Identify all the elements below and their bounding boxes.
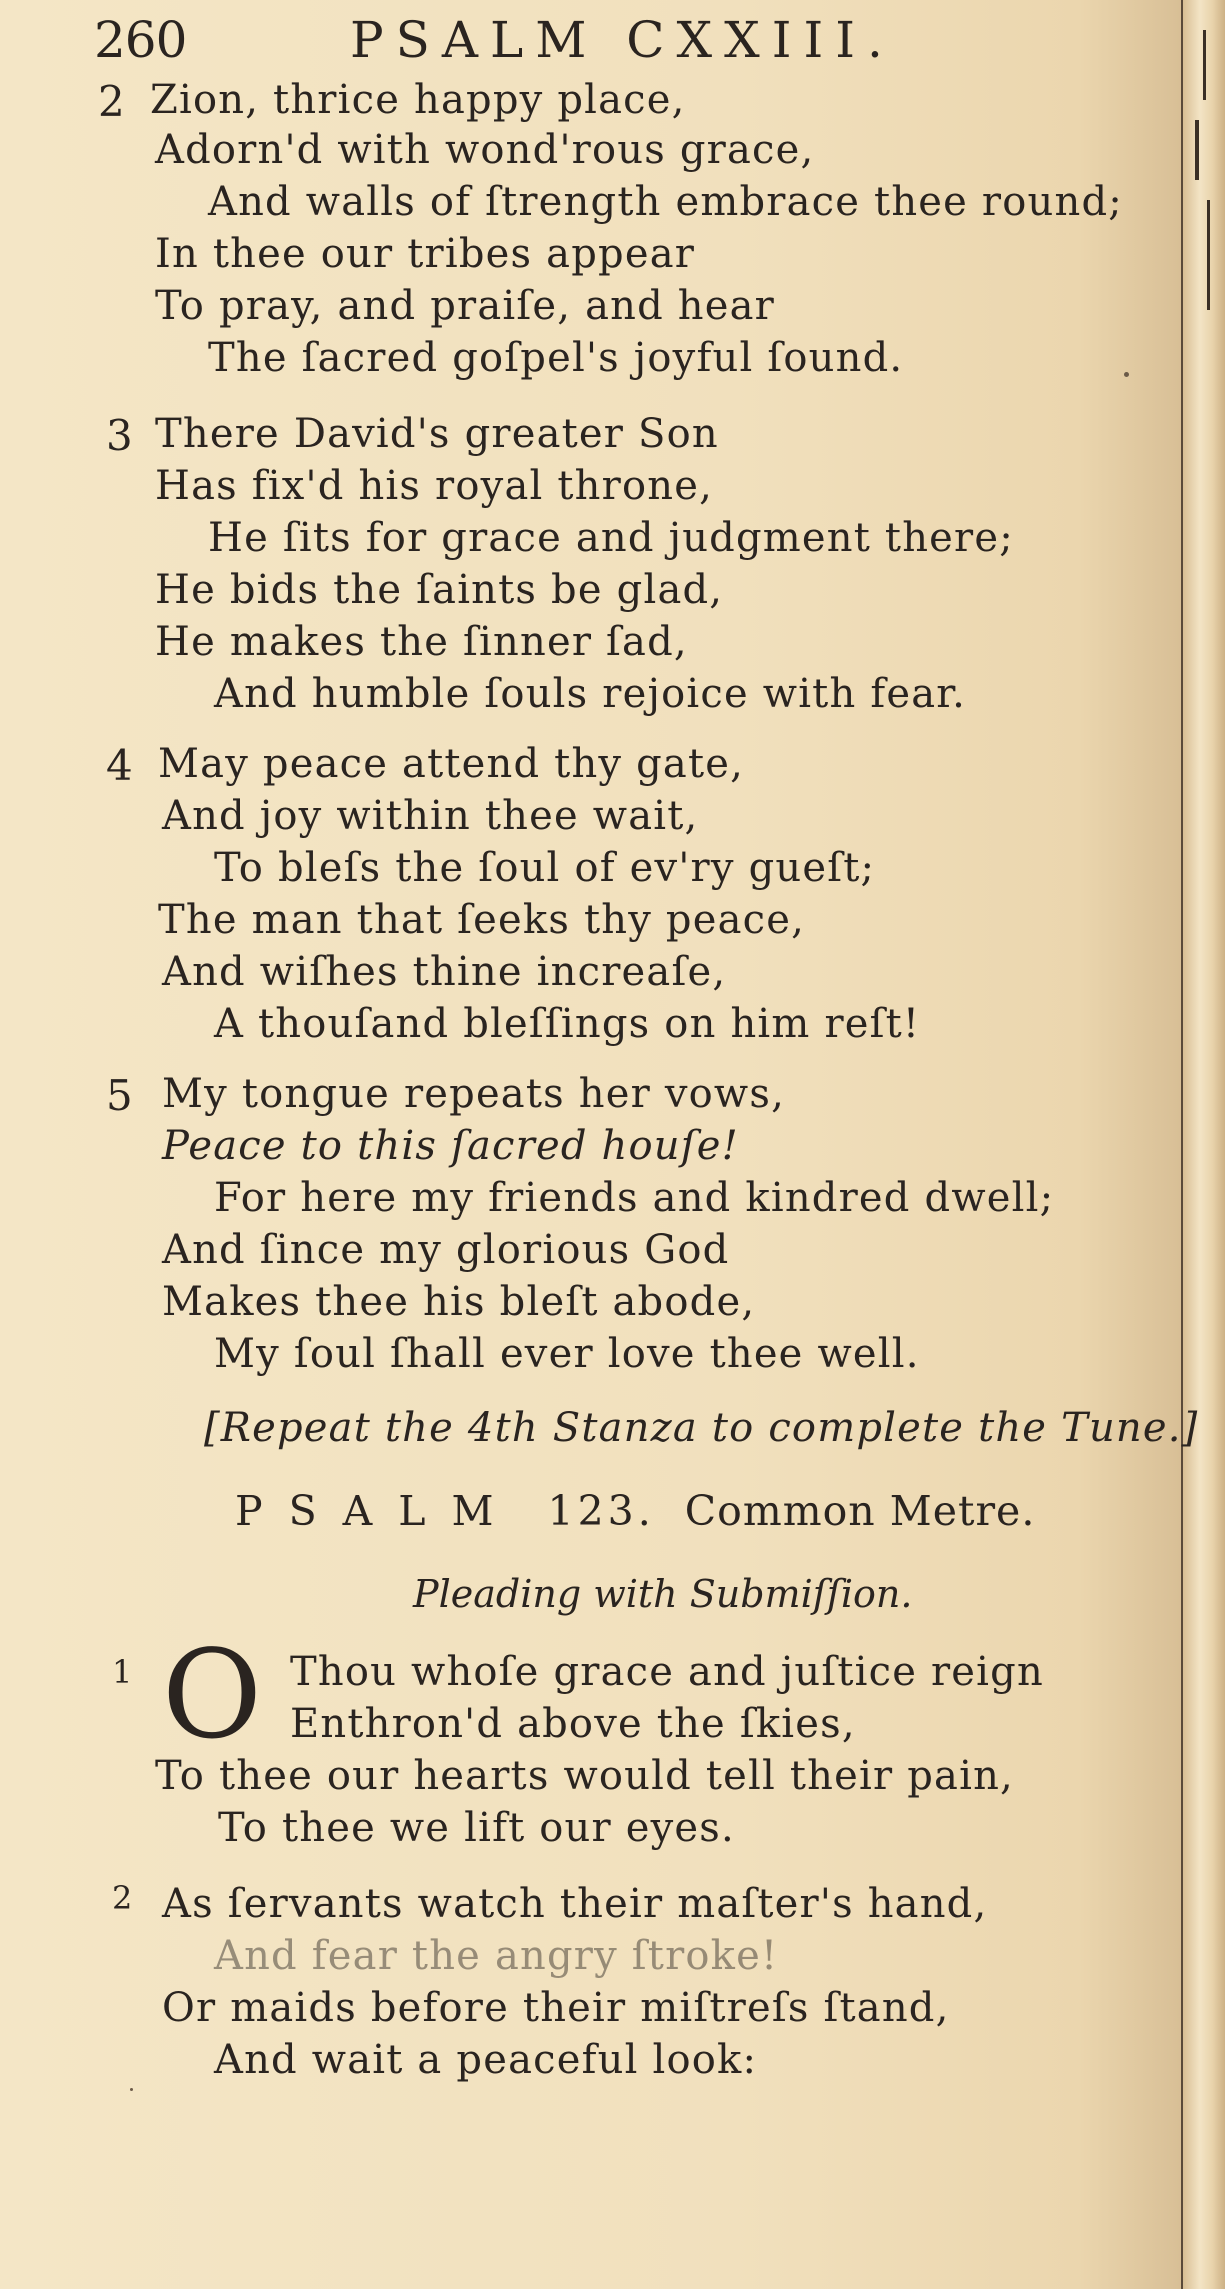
verse-line: As ſervants watch their maſter's hand, xyxy=(162,1881,988,1927)
verse-line: To thee our hearts would tell their pain, xyxy=(155,1753,1014,1799)
verse-line: May peace attend thy gate, xyxy=(158,741,745,787)
verse-line: And wait a peaceful look: xyxy=(214,2037,758,2083)
verse-line: The man that ſeeks thy peace, xyxy=(158,897,806,943)
verse-line: And joy within thee wait, xyxy=(162,793,699,839)
page-number: 260 xyxy=(94,11,187,69)
paper-speck xyxy=(1124,372,1129,377)
verse-line: To bleſs the ſoul of ev'ry gueſt; xyxy=(214,845,876,891)
verse-line: Adorn'd with wond'rous grace, xyxy=(155,127,815,173)
verse-line: And walls of ſtrength embrace thee round; xyxy=(208,179,1123,225)
psalm-heading xyxy=(235,1486,1035,1536)
stanza-number: 2 xyxy=(98,77,125,126)
repeat-note: [Repeat the 4th Stanza to complete the Tune.] xyxy=(204,1405,1199,1451)
verse-line: Makes thee his bleſt abode, xyxy=(162,1279,756,1325)
metre-label: Common Metre. xyxy=(684,1487,1036,1535)
drop-cap: O xyxy=(162,1624,263,1766)
verse-line: Has fix'd his royal throne, xyxy=(155,463,713,509)
psalm-label: PSALM xyxy=(235,1487,520,1535)
running-title: PSALM CXXIII. xyxy=(350,11,895,69)
verse-line: He ſits for grace and judgment there; xyxy=(208,515,1014,561)
verse-line: There David's greater Son xyxy=(155,411,719,457)
verse-line: And wiſhes thine increaſe, xyxy=(162,949,727,995)
verse-line: Thou whoſe grace and juſtice reign xyxy=(290,1649,1044,1695)
stanza-number: 4 xyxy=(106,741,133,790)
verse-line: The ſacred goſpel's joyful ſound. xyxy=(208,335,904,381)
verse-line: For here my friends and kindred dwell; xyxy=(214,1175,1055,1221)
verse-line: To thee we lift our eyes. xyxy=(218,1805,735,1851)
verse-line: And fear the angry ſtroke! xyxy=(214,1933,779,1979)
verse-line: Or maids before their miſtreſs ſtand, xyxy=(162,1985,950,2031)
stanza-number: 5 xyxy=(106,1071,133,1120)
stanza-number: 1 xyxy=(112,1653,133,1691)
paper-speck xyxy=(130,2088,133,2091)
verse-line: In thee our tribes appear xyxy=(155,231,696,277)
page-edge xyxy=(1181,0,1225,2289)
verse-line: He makes the ſinner ſad, xyxy=(155,619,688,665)
verse-line: To pray, and praiſe, and hear xyxy=(155,283,775,329)
psalm-number: 123. xyxy=(547,1487,655,1535)
verse-line: My tongue repeats her vows, xyxy=(162,1071,786,1117)
stanza-number: 2 xyxy=(112,1879,133,1917)
verse-line: He bids the ſaints be glad, xyxy=(155,567,724,613)
verse-line: My ſoul ſhall ever love thee well. xyxy=(214,1331,920,1377)
verse-line: A thouſand bleſſings on him reſt! xyxy=(214,1001,921,1047)
stanza-number: 3 xyxy=(106,411,133,460)
verse-line: Zion, thrice happy place, xyxy=(150,77,686,123)
verse-line: Enthron'd above the ſkies, xyxy=(290,1701,856,1747)
verse-line: And humble ſouls rejoice with fear. xyxy=(214,671,967,717)
psalm-subtitle: Pleading with Submiſſion. xyxy=(413,1572,913,1616)
verse-line: Peace to this ſacred houſe! xyxy=(162,1123,739,1169)
running-header xyxy=(0,10,1225,70)
verse-line: And ſince my glorious God xyxy=(162,1227,730,1273)
